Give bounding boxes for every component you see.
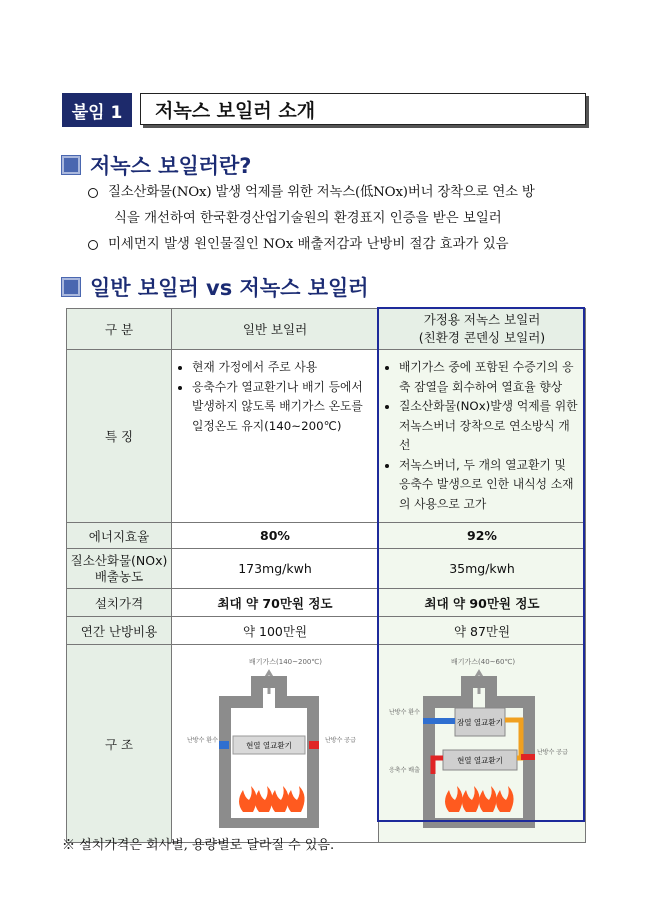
drain-label: 응축수 배출 [389, 766, 420, 774]
section-heading-1 [62, 150, 252, 180]
structure-lownox [379, 645, 586, 843]
row-label: 질소산화물(NOx) 배출농도 [67, 549, 172, 589]
definition-bullets [88, 180, 588, 258]
exhaust-label: 배기가스(140~200℃) [249, 657, 322, 666]
outlet-pipe [521, 754, 535, 760]
attachment-tag: 붙임 1 [62, 93, 132, 127]
header-general: 일반 보일러 [172, 309, 379, 350]
square-bullet-icon [62, 278, 80, 296]
features-general [172, 350, 379, 523]
hx1-label: 잠열 열교환기 [457, 717, 503, 727]
feature-item: • 저녹스버너, 두 개의 열교환기 및 응축수 발생으로 인한 내식성 소재의 사용으로 고가 [399, 456, 581, 515]
footnote: ※ 설치가격은 회사별, 용량별로 달라질 수 있음. [62, 838, 335, 853]
features-lownox [379, 350, 586, 523]
outlet-label: 난방수 공급 [537, 748, 568, 756]
bullet-item [88, 232, 588, 258]
general-value: 약 100만원 [172, 617, 379, 645]
attachment-title [62, 93, 586, 127]
section-heading-2 [62, 272, 369, 302]
general-value: 최대 약 70만원 정도 [172, 589, 379, 617]
row-label: 구 조 [67, 645, 172, 843]
square-bullet-icon [62, 156, 80, 174]
table-row [67, 645, 586, 843]
row-label: 특 징 [67, 350, 172, 523]
general-value: 173mg/kwh [172, 549, 379, 589]
lownox-value: 약 87만원 [379, 617, 586, 645]
feature-item: • 배기가스 중에 포함된 수증기의 응축 잠열을 회수하여 열효율 향상 [399, 358, 581, 397]
page-title: 저녹스 보일러 소개 [140, 93, 586, 125]
exhaust-label: 배기가스(40~60℃) [451, 657, 516, 666]
general-value: 80% [172, 523, 379, 549]
feature-item: • 응축수가 열교환기나 배기 등에서 발생하지 않도록 배기가스 온도를 일정온도 유지(140~200℃) [192, 378, 374, 437]
inlet-label: 난방수 환수 [389, 708, 420, 716]
bullet-line: 식을 개선하여 한국환경산업기술원의 환경표지 인증을 받은 보일러 [114, 211, 502, 226]
table-row [67, 549, 586, 589]
row-label: 에너지효율 [67, 523, 172, 549]
lownox-value: 35mg/kwh [379, 549, 586, 589]
hx2-label: 현열 열교환기 [457, 755, 503, 765]
inlet-pipe [423, 718, 455, 724]
table-row [67, 617, 586, 645]
flame-icon [445, 786, 514, 812]
section-heading-text: 일반 보일러 vs 저녹스 보일러 [90, 276, 369, 300]
circle-bullet-icon [88, 188, 98, 198]
table-row [67, 350, 586, 523]
outlet-pipe [309, 741, 319, 749]
flame-icon [239, 786, 305, 812]
general-boiler-diagram [185, 654, 365, 834]
row-label: 연간 난방비용 [67, 617, 172, 645]
hx-label: 현열 열교환기 [246, 740, 292, 750]
circle-bullet-icon [88, 240, 98, 250]
structure-general [172, 645, 379, 843]
inlet-label: 난방수 환수 [187, 736, 218, 744]
header-lownox-line1: 가정용 저녹스 보일러 [423, 312, 541, 327]
inlet-pipe [219, 741, 229, 749]
feature-item: • 현재 가정에서 주로 사용 [192, 358, 374, 378]
lownox-boiler-diagram [387, 654, 577, 834]
table-row [67, 589, 586, 617]
table-row [67, 523, 586, 549]
lownox-value: 92% [379, 523, 586, 549]
bullet-line: 질소산화물(NOx) 발생 억제를 위한 저녹스(低NOx)버너 장착으로 연소 방 [108, 185, 535, 200]
bullet-item [88, 180, 588, 232]
comparison-table [66, 308, 586, 843]
row-label: 설치가격 [67, 589, 172, 617]
outlet-label: 난방수 공급 [325, 736, 356, 744]
table-header-row [67, 309, 586, 350]
bullet-line: 미세먼지 발생 원인물질인 NOx 배출저감과 난방비 절감 효과가 있음 [108, 237, 509, 252]
header-category: 구 분 [67, 309, 172, 350]
feature-item: • 질소산화물(NOx)발생 억제를 위한 저녹스버너 장착으로 연소방식 개선 [399, 397, 581, 456]
header-lownox-line2: (친환경 콘덴싱 보일러) [418, 330, 546, 345]
header-lownox [379, 309, 586, 350]
lownox-value: 최대 약 90만원 정도 [379, 589, 586, 617]
section-heading-text: 저녹스 보일러란? [90, 154, 252, 178]
